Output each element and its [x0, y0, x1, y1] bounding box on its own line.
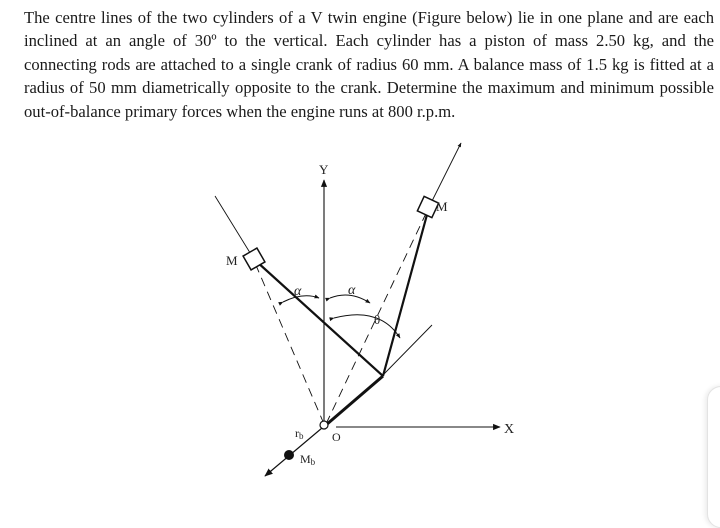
right-connecting-rod: [383, 211, 428, 376]
side-panel-tab[interactable]: [707, 386, 720, 528]
label-origin: O: [332, 430, 341, 444]
label-mb-main: M: [300, 452, 311, 466]
label-mb-sub: b: [310, 457, 316, 467]
label-rb-sub: b: [299, 431, 304, 441]
crank: [326, 376, 383, 425]
label-alpha-left: α: [294, 284, 302, 299]
problem-statement: The centre lines of the two cylinders of a V twin engine (Figure below) lie in one plane and are each inclined at an angle of 30º to the vertical. Each cylinder has a piston of mass 2.50 kg, and the connecting rods are attached to a single crank of radius 60 mm. A balance mass of 1.5 kg is fitted at a radius of 50 mm diametrically opposite to the crank. Determine the maximum and minimum possible out-of-balance primary forces when the engine runs at 800 r.p.m.: [24, 8, 714, 121]
origin-pivot: [320, 421, 328, 429]
label-alpha-right: α: [348, 283, 356, 298]
label-m-right: M: [436, 199, 448, 214]
right-cylinder-axis-line: [430, 143, 461, 205]
label-mb: [300, 452, 316, 467]
label-x: X: [504, 422, 515, 437]
label-rb-main: r: [295, 426, 299, 440]
label-m-left: M: [226, 253, 238, 268]
left-connecting-rod: [256, 261, 383, 376]
theta-arc: [334, 315, 400, 338]
label-theta: θ: [374, 312, 381, 327]
label-y: Y: [319, 162, 329, 177]
left-cylinder-axis-line: [215, 196, 252, 256]
balance-mass-dot: [284, 450, 294, 460]
balance-mass-line: [265, 428, 322, 476]
label-rb: [295, 426, 304, 441]
left-dashed-centre-line: [252, 256, 324, 424]
